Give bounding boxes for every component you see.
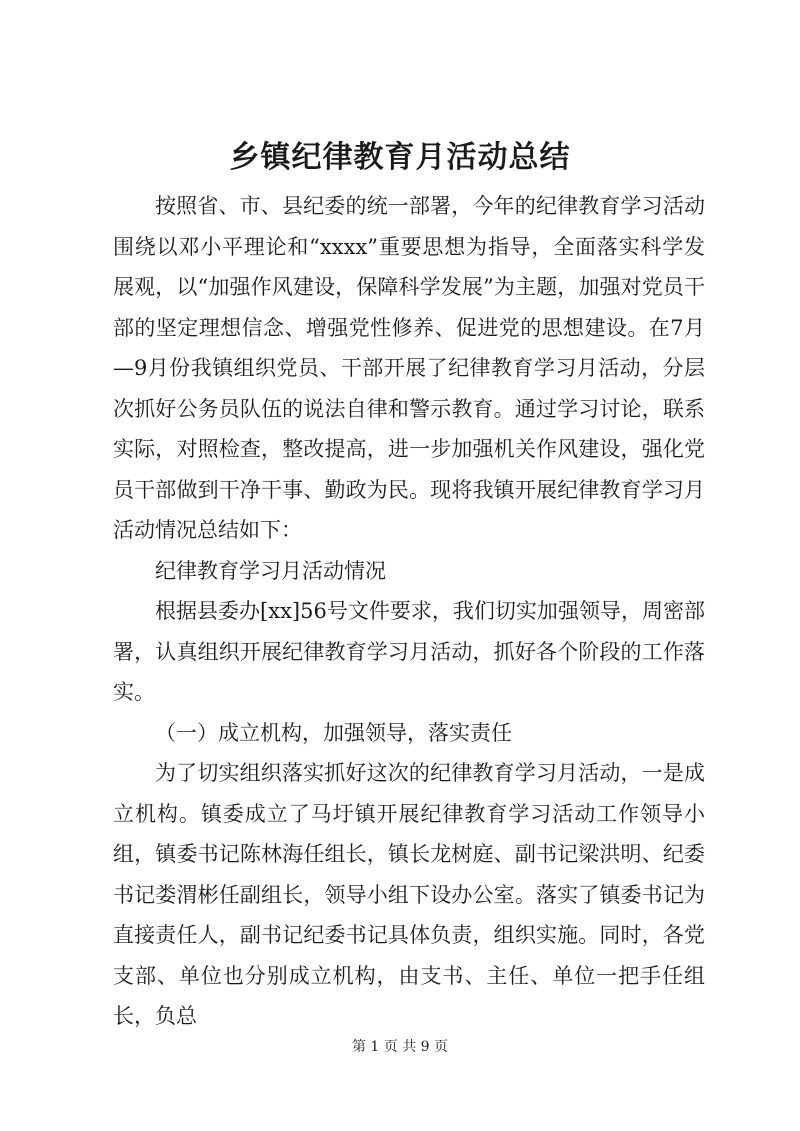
paragraph-intro: 按照省、市、县纪委的统一部署，今年的纪律教育学习活动围绕以邓小平理论和“xxxx”重要思想为指导，全面落实科学发展观，以“加强作风建设，保障科学发展”为主题，加强对党员干部的坚定理想信念、增强党性修养、促进党的思想建设。在7月—9月份我镇组织党员、干部开展了纪律教育学习月活动，分层次抓好公务员队伍的说法自律和警示教育。通过学习讨论，联系实际，对照检查，整改提高，进一步加强机关作风建设，强化党员干部做到干净干事、勤政为民。现将我镇开展纪律教育学习月活动情况总结如下： [113,194,705,542]
paragraph-organization: 为了切实组织落实抓好这次的纪律教育学习月活动，一是成立机构。镇委成立了马圩镇开展纪律教育学习活动工作领导小组，镇委书记陈林海任组长，镇长龙树庭、副书记梁洪明、纪委书记娄渭彬任副组长，领导小组下设办公室。落实了镇委书记为直接责任人，副书记纪委书记具体负责，组织实施。同时，各党支部、单位也分别成立机构，由支书、主任、单位一把手任组长，负总 [113,761,705,1028]
document-title: 乡镇纪律教育月活动总结 [229,140,571,175]
page-number-footer: 第 1 页 共 9 页 [351,1039,449,1055]
paragraph-section-heading: 纪律教育学习月活动情况 [155,558,386,583]
paragraph-subheading-one: （一）成立机构，加强领导，落实责任 [155,720,512,745]
document-body [113,186,705,1037]
paragraph-requirements: 根据县委办[xx]56号文件要求，我们切实加强领导，周密部署，认真组织开展纪律教育学习月活动，抓好各个阶段的工作落实。 [113,599,705,704]
